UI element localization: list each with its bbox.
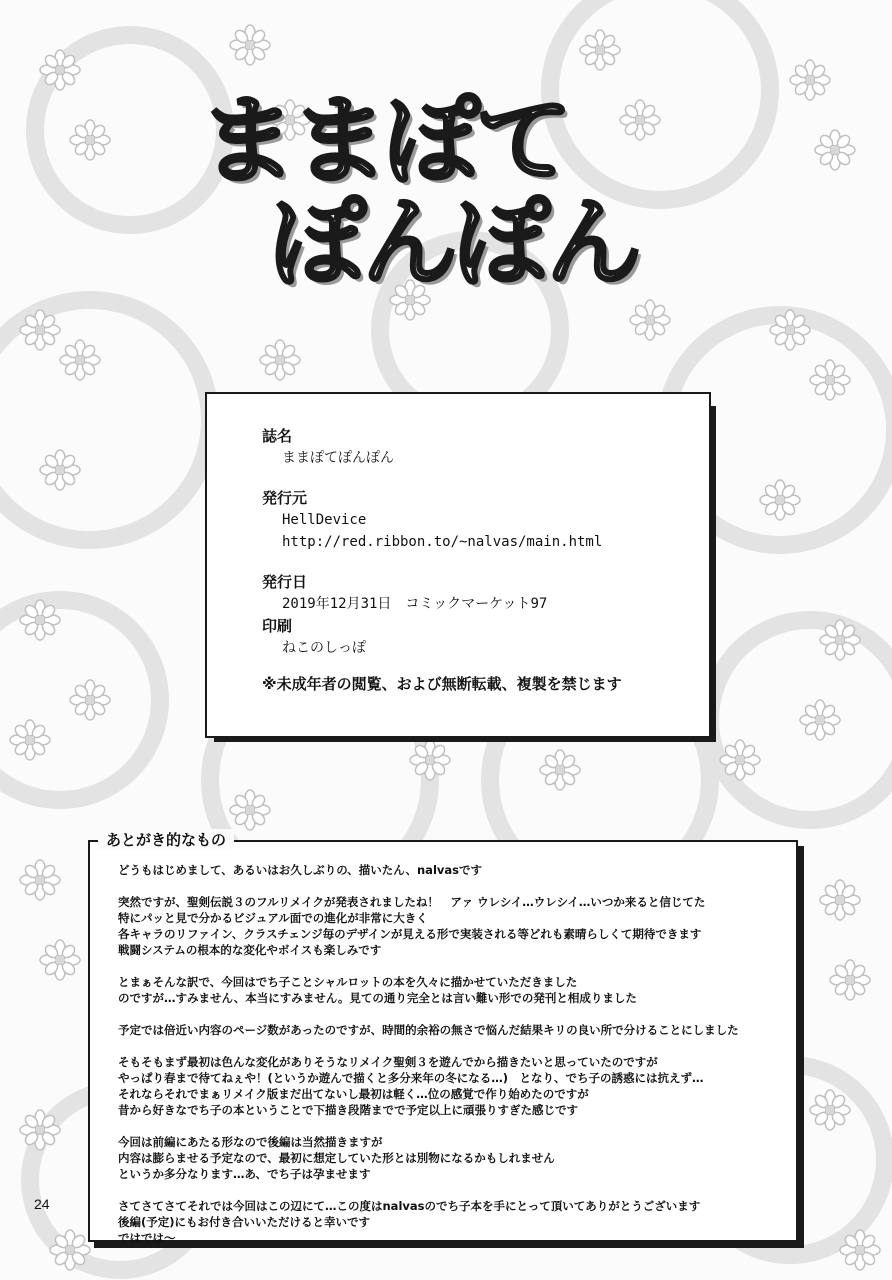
afterword-line: というか多分なります…あ、でち子は孕ませます	[118, 1167, 371, 1181]
afterword-line: 昔から好きなでち子の本ということで下描き段階までで予定以上に頑張りすぎた感じです	[118, 1103, 578, 1117]
colophon	[262, 425, 702, 695]
afterword-line: 各キャラのリファイン、クラスチェンジ毎のデザインが見える形で実装される等どれも素晴らしくて期待できます	[118, 927, 702, 941]
printer-value: ねこのしっぽ	[282, 640, 366, 656]
afterword-line: 内容は膨らませる予定なので、最初に想定していた形とは別物になるかもしれません	[118, 1151, 555, 1165]
afterword-line: そもそもまず最初は色んな変化がありそうなリメイク聖剣３を遊んでから描きたいと思っていたのですが	[118, 1055, 658, 1069]
printer-label: 印刷	[262, 617, 293, 635]
publisher-label: 発行元	[262, 489, 308, 507]
afterword-paragraph	[118, 1054, 798, 1118]
afterword-line: とまぁそんな訳で、今回はでち子ことシャルロットの本を久々に描かせていただきました	[118, 975, 578, 989]
afterword-line: それならそれでまぁリメイク版まだ出てないし最初は軽く…位の感覚で作り始めたのですが	[118, 1087, 589, 1101]
afterword-line: 特にパッと見で分かるビジュアル面での進化が非常に大きく	[118, 911, 428, 925]
publisher-name: HellDevice	[282, 512, 367, 528]
title-label: 誌名	[262, 427, 293, 445]
afterword-paragraph	[118, 1198, 798, 1246]
afterword-line: 戦闘システムの根本的な変化やボイスも楽しみです	[118, 943, 382, 957]
title-line-2: ぽんぽん	[270, 187, 638, 299]
date-value: 2019年12月31日 コミックマーケット97	[282, 596, 548, 612]
afterword-line: 今回は前編にあたる形なので後編は当然描きますが	[118, 1135, 383, 1149]
afterword-line: 突然ですが、聖剣伝説３のフルリメイクが発表されましたね！ アァ ウレシイ…ウレシイ…いつか来ると信じてた	[118, 895, 706, 909]
title-value: ままぽてぽんぽん	[282, 450, 394, 466]
afterword-paragraph	[118, 1134, 798, 1182]
page-number: 24	[34, 1196, 50, 1212]
afterword-line: ではでは～	[118, 1231, 176, 1245]
afterword-line: やっぱり春まで待てねぇや！(というか遊んで描くと多分来年の冬になる…) となり、でち子の誘惑には抗えず…	[118, 1071, 704, 1085]
afterword-paragraph	[118, 1022, 798, 1038]
afterword-line: 後編(予定)にもお付き合いいただけると幸いです	[118, 1215, 371, 1229]
title-line-1: ままぽて	[200, 85, 568, 197]
afterword-line: 予定では倍近い内容のページ数があったのですが、時間的余裕の無さで悩んだ結果キリの良い所で分けることにしました	[118, 1023, 739, 1037]
publisher-url: http://red.ribbon.to/~nalvas/main.html	[282, 534, 603, 550]
afterword-line: のですが…すみません、本当にすみません。見ての通り完全とは言い難い形での発刊と相成りました	[118, 991, 637, 1005]
afterword-text	[118, 862, 798, 1262]
afterword-paragraph	[118, 894, 798, 958]
afterword-line: どうもはじめまして、あるいはお久しぶりの、描いたん、nalvasです	[118, 863, 482, 877]
afterword-paragraph	[118, 862, 798, 878]
date-label: 発行日	[262, 573, 308, 591]
page-title	[200, 85, 720, 299]
afterword-paragraph	[118, 974, 798, 1006]
afterword-line: さてさてさてそれでは今回はこの辺にて…この度はnalvasのでち子本を手にとって頂いてありがとうございます	[118, 1199, 701, 1213]
copyright-notice: ※未成年者の閲覧、および無断転載、複製を禁じます	[262, 675, 622, 693]
afterword-heading: あとがき的なもの	[98, 829, 234, 850]
